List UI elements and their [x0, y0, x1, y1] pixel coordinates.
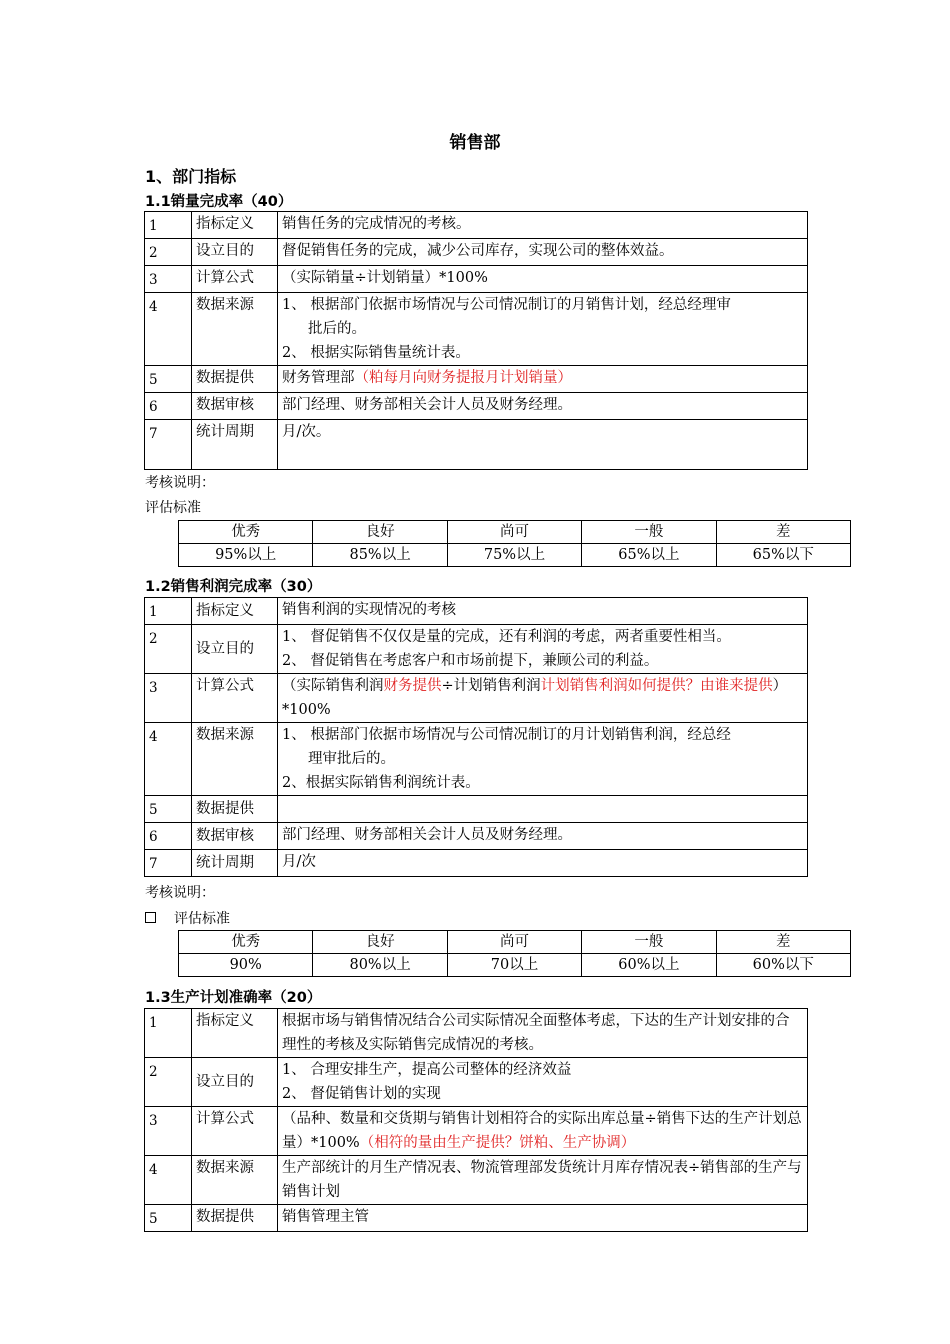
grade-table-1-2 — [178, 930, 851, 977]
table-row — [145, 674, 808, 723]
content-line: 1、 根据部门依据市场情况与公司情况制订的月计划销售利润，经总经 — [282, 727, 731, 743]
page-title: 销售部 — [449, 133, 501, 153]
red-annotation: （相符的量由生产提供？饼粕、生产协调） — [359, 1135, 636, 1151]
row-number: 3 — [145, 674, 192, 723]
row-content — [278, 293, 808, 366]
table-row — [145, 598, 808, 625]
assessment-note: 考核说明： — [145, 885, 215, 901]
table-row — [145, 212, 808, 239]
content-line: 理审批后的。 — [308, 751, 395, 767]
content-line: 2、 根据实际销售量统计表。 — [282, 345, 470, 361]
grade-value: 95%以上 — [179, 544, 313, 567]
grade-header: 优秀 — [179, 931, 313, 954]
grade-value: 60%以下 — [716, 954, 850, 977]
grade-header-row — [179, 931, 851, 954]
table-row — [145, 625, 808, 674]
grade-value: 80%以上 — [313, 954, 447, 977]
row-label: 数据审核 — [192, 823, 278, 850]
row-number: 4 — [145, 723, 192, 796]
grade-value: 70以上 — [447, 954, 581, 977]
row-number: 6 — [145, 393, 192, 420]
content-line: 2、 督促销售在考虑客户和市场前提下，兼顾公司的利益。 — [282, 653, 659, 669]
table-row — [145, 420, 808, 470]
grade-value: 90% — [179, 954, 313, 977]
table-row — [145, 796, 808, 823]
grade-header: 优秀 — [179, 521, 313, 544]
content-text: ）*100% — [282, 678, 788, 718]
indicator-table-1-1 — [144, 211, 808, 470]
row-content: 销售任务的完成情况的考核。 — [278, 212, 808, 239]
table-row — [145, 239, 808, 266]
table-row — [145, 723, 808, 796]
assessment-note: 考核说明： — [145, 475, 215, 491]
content-line: 2、根据实际销售利润统计表。 — [282, 775, 480, 791]
grade-value: 75%以上 — [447, 544, 581, 567]
grade-header: 差 — [716, 521, 850, 544]
row-label: 数据审核 — [192, 393, 278, 420]
row-number: 6 — [145, 823, 192, 850]
row-content: 部门经理、财务部相关会计人员及财务经理。 — [278, 823, 808, 850]
grade-header: 一般 — [582, 931, 716, 954]
row-number: 2 — [145, 239, 192, 266]
row-label: 指标定义 — [192, 212, 278, 239]
indicator-table-1-2 — [144, 597, 808, 877]
row-content: 部门经理、财务部相关会计人员及财务经理。 — [278, 393, 808, 420]
row-number: 1 — [145, 598, 192, 625]
row-content: 根据市场与销售情况结合公司实际情况全面整体考虑，下达的生产计划安排的合理性的考核及实际销售完成情况的考核。 — [278, 1009, 808, 1058]
row-number: 3 — [145, 266, 192, 293]
table-row — [145, 1205, 808, 1232]
row-number: 5 — [145, 796, 192, 823]
row-content — [278, 1107, 808, 1156]
content-line: 2、 督促销售计划的实现 — [282, 1086, 441, 1102]
row-label: 设立目的 — [192, 625, 278, 674]
row-label: 计算公式 — [192, 1107, 278, 1156]
row-number: 1 — [145, 212, 192, 239]
content-line: 1、 合理安排生产，提高公司整体的经济效益 — [282, 1062, 572, 1078]
checkbox-bullet-icon — [145, 912, 156, 923]
red-annotation: 财务提供 — [383, 678, 442, 694]
row-content: 月/次 — [278, 850, 808, 877]
evaluation-standard-text: 评估标准 — [174, 911, 230, 927]
row-content — [278, 1058, 808, 1107]
grade-header: 一般 — [582, 521, 716, 544]
content-text: 财务管理部 — [282, 370, 355, 386]
content-line: 1、 根据部门依据市场情况与公司情况制订的月销售计划，经总经理审 — [282, 297, 731, 313]
row-content: 销售利润的实现情况的考核 — [278, 598, 808, 625]
grade-value-row — [179, 954, 851, 977]
content-text: （品种、数量和交货期与销售计划相符合的实际出库总量÷销售下达的生产计划总量）*100% — [282, 1111, 802, 1151]
row-content: （实际销量÷计划销量）*100% — [278, 266, 808, 293]
grade-header: 尚可 — [447, 931, 581, 954]
row-content: 月/次。 — [278, 420, 808, 470]
grade-value: 65%以上 — [582, 544, 716, 567]
content-text: （实际销售利润 — [282, 678, 384, 694]
row-content — [278, 674, 808, 723]
row-number: 5 — [145, 366, 192, 393]
row-label: 设立目的 — [192, 1058, 278, 1107]
red-annotation: 计划销售利润如何提供？由谁来提供 — [540, 678, 773, 694]
row-content — [278, 366, 808, 393]
row-number: 4 — [145, 293, 192, 366]
row-label: 数据来源 — [192, 1156, 278, 1205]
row-label: 计算公式 — [192, 674, 278, 723]
table-row — [145, 293, 808, 366]
table-row — [145, 366, 808, 393]
evaluation-standard-label: 评估标准 — [145, 500, 201, 516]
grade-value-row — [179, 544, 851, 567]
row-label: 指标定义 — [192, 1009, 278, 1058]
content-line: 1、 督促销售不仅仅是量的完成，还有利润的考虑，两者重要性相当。 — [282, 629, 731, 645]
red-annotation: （粕每月向财务提报月计划销量） — [354, 370, 572, 386]
grade-header-row — [179, 521, 851, 544]
row-number: 1 — [145, 1009, 192, 1058]
row-label: 统计周期 — [192, 850, 278, 877]
table-row — [145, 1009, 808, 1058]
evaluation-standard-label — [145, 908, 230, 928]
indicator-table-1-3 — [144, 1008, 808, 1232]
row-number: 2 — [145, 625, 192, 674]
row-content — [278, 625, 808, 674]
table-row — [145, 1156, 808, 1205]
grade-value: 65%以下 — [716, 544, 850, 567]
table-row — [145, 823, 808, 850]
subsection-heading: 1.2销售利润完成率（30） — [145, 579, 322, 595]
subsection-heading: 1.1销量完成率（40） — [145, 194, 293, 210]
row-number: 7 — [145, 850, 192, 877]
row-number: 3 — [145, 1107, 192, 1156]
grade-table-1-1 — [178, 520, 851, 567]
content-text: ÷计划销售利润 — [441, 678, 541, 694]
row-label: 数据来源 — [192, 723, 278, 796]
row-content — [278, 723, 808, 796]
row-content: 督促销售任务的完成，减少公司库存，实现公司的整体效益。 — [278, 239, 808, 266]
row-label: 数据提供 — [192, 1205, 278, 1232]
grade-value: 85%以上 — [313, 544, 447, 567]
table-row — [145, 393, 808, 420]
table-row — [145, 1058, 808, 1107]
row-number: 7 — [145, 420, 192, 470]
row-label: 数据来源 — [192, 293, 278, 366]
row-label: 计算公式 — [192, 266, 278, 293]
row-label: 指标定义 — [192, 598, 278, 625]
row-number: 5 — [145, 1205, 192, 1232]
row-content: 生产部统计的月生产情况表、物流管理部发货统计月库存情况表÷销售部的生产与销售计划 — [278, 1156, 808, 1205]
content-line: 批后的。 — [308, 321, 366, 337]
row-label: 统计周期 — [192, 420, 278, 470]
row-content: 销售管理主管 — [278, 1205, 808, 1232]
row-label: 数据提供 — [192, 366, 278, 393]
table-row — [145, 1107, 808, 1156]
grade-header: 良好 — [313, 931, 447, 954]
section-heading: 1、部门指标 — [145, 167, 237, 186]
subsection-heading: 1.3生产计划准确率（20） — [145, 990, 322, 1006]
row-label: 数据提供 — [192, 796, 278, 823]
grade-header: 尚可 — [447, 521, 581, 544]
row-label: 设立目的 — [192, 239, 278, 266]
table-row — [145, 850, 808, 877]
grade-header: 差 — [716, 931, 850, 954]
row-number: 4 — [145, 1156, 192, 1205]
grade-header: 良好 — [313, 521, 447, 544]
grade-value: 60%以上 — [582, 954, 716, 977]
row-content — [278, 796, 808, 823]
row-number: 2 — [145, 1058, 192, 1107]
table-row — [145, 266, 808, 293]
